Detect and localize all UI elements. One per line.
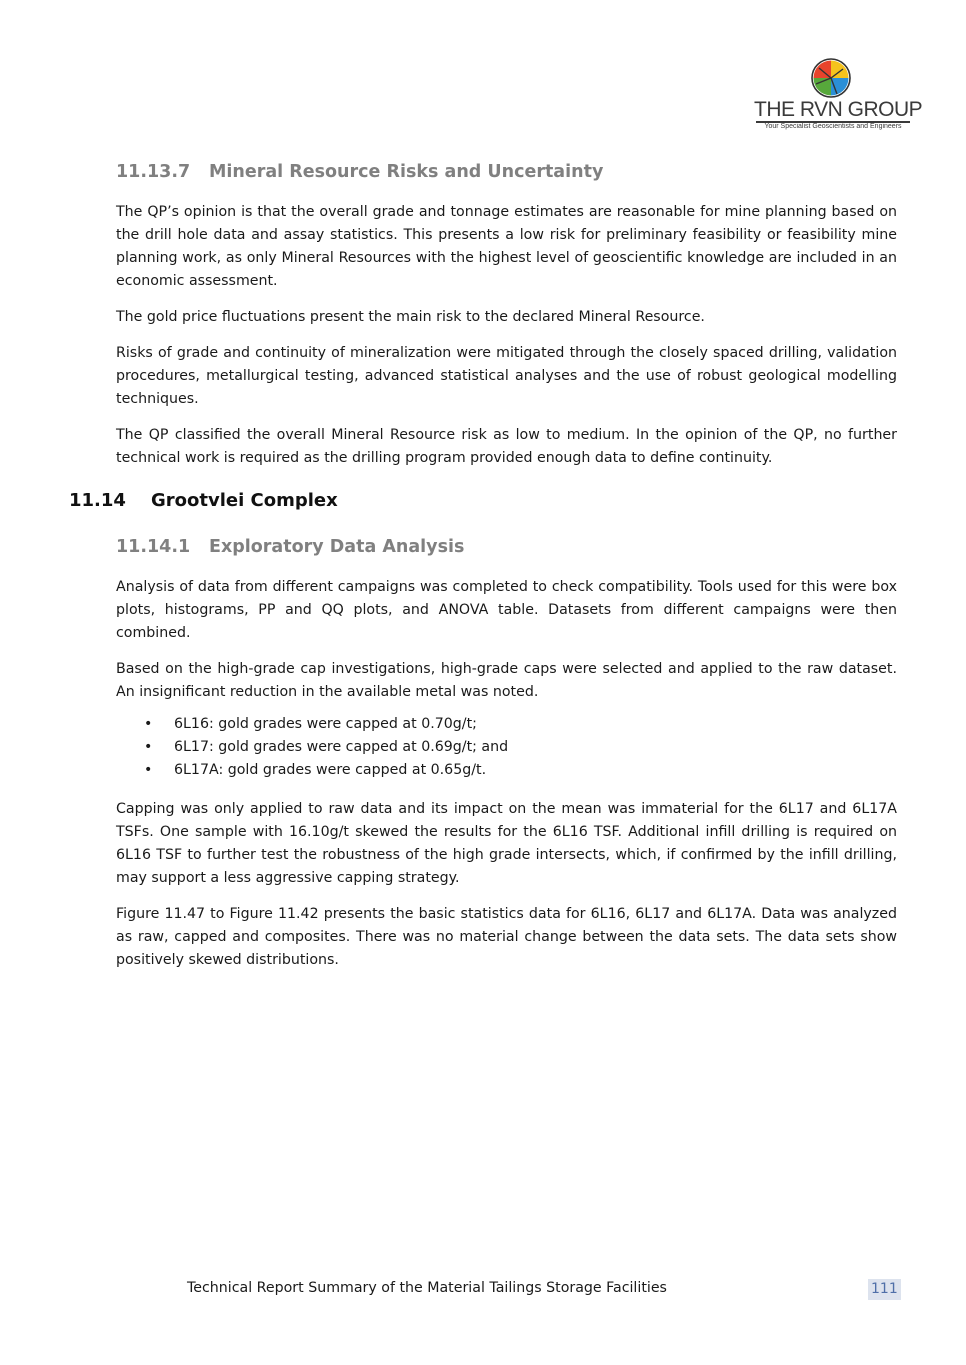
logo-title: THE RVN GROUP [754,98,923,121]
company-logo [754,58,923,136]
footer-title: Technical Report Summary of the Material Tailings Storage Facilities [187,1280,667,1296]
section-title: Mineral Resource Risks and Uncertainty [209,162,604,182]
paragraph: Figure 11.47 to Figure 11.42 presents the basic statistics data for 6L16, 6L17 and 6L17A. Data was analyzed as raw, capped and composites. There was no material change between the data sets. The data sets show positively skewed distributions. [116,906,897,968]
paragraph: Analysis of data from different campaigns was completed to check compatibility. Tools used for this were box plots, histograms, PP and QQ plots, and ANOVA table. Datasets from different campaigns were then combined. [116,579,897,641]
paragraph: Based on the high-grade cap investigations, high-grade caps were selected and applied to the raw dataset. An insignificant reduction in the available metal was noted. [116,661,897,700]
section-title: Exploratory Data Analysis [209,537,465,557]
section-number: 11.14.1 [116,537,191,557]
section-title: Grootvlei Complex [151,490,338,511]
logo-circle-icon [811,58,851,98]
paragraph: The QP classified the overall Mineral Resource risk as low to medium. In the opinion of the QP, no further technical work is required as the drilling program provided enough data to define continuity. [116,427,897,466]
bullet-icon: • [144,762,153,778]
section-heading-11-14-1 [116,537,464,557]
list-item-text: 6L17: gold grades were capped at 0.69g/t; and [174,739,509,755]
list-item [116,736,897,759]
paragraph: Risks of grade and continuity of mineralization were mitigated through the closely spaced drilling, validation procedures, metallurgical testing, advanced statistical analyses and the use of robust geological modelling techniques. [116,345,897,407]
section-number: 11.13.7 [116,162,191,182]
page-number: 111 [868,1279,901,1300]
paragraph: The gold price fluctuations present the main risk to the declared Mineral Resource. [116,309,705,325]
section-heading-11-14 [69,490,338,511]
paragraph: Capping was only applied to raw data and its impact on the mean was immaterial for the 6L17 and 6L17A TSFs. One sample with 16.10g/t skewed the results for the 6L16 TSF. Additional infill drilling is required on 6L16 TSF to further test the robustness of the high grade intersects, which, if confirmed by the infill drilling, may support a less aggressive capping strategy. [116,801,897,886]
bullet-icon: • [144,739,153,755]
paragraph: The QP’s opinion is that the overall grade and tonnage estimates are reasonable for mine planning based on the drill hole data and assay statistics. This presents a low risk for preliminary feasibility or feasibility mine planning work, as only Mineral Resources with the highest level of geoscientific knowledge are included in an economic assessment. [116,204,897,289]
capping-list [116,713,897,782]
bullet-icon: • [144,716,153,732]
list-item-text: 6L16: gold grades were capped at 0.70g/t; [174,716,477,732]
list-item [116,759,897,782]
section-heading-11-13-7 [116,162,603,182]
section-number: 11.14 [69,490,126,511]
list-item [116,713,897,736]
list-item-text: 6L17A: gold grades were capped at 0.65g/t. [174,762,487,778]
logo-tagline: Your Specialist Geoscientists and Engineers [764,123,902,130]
